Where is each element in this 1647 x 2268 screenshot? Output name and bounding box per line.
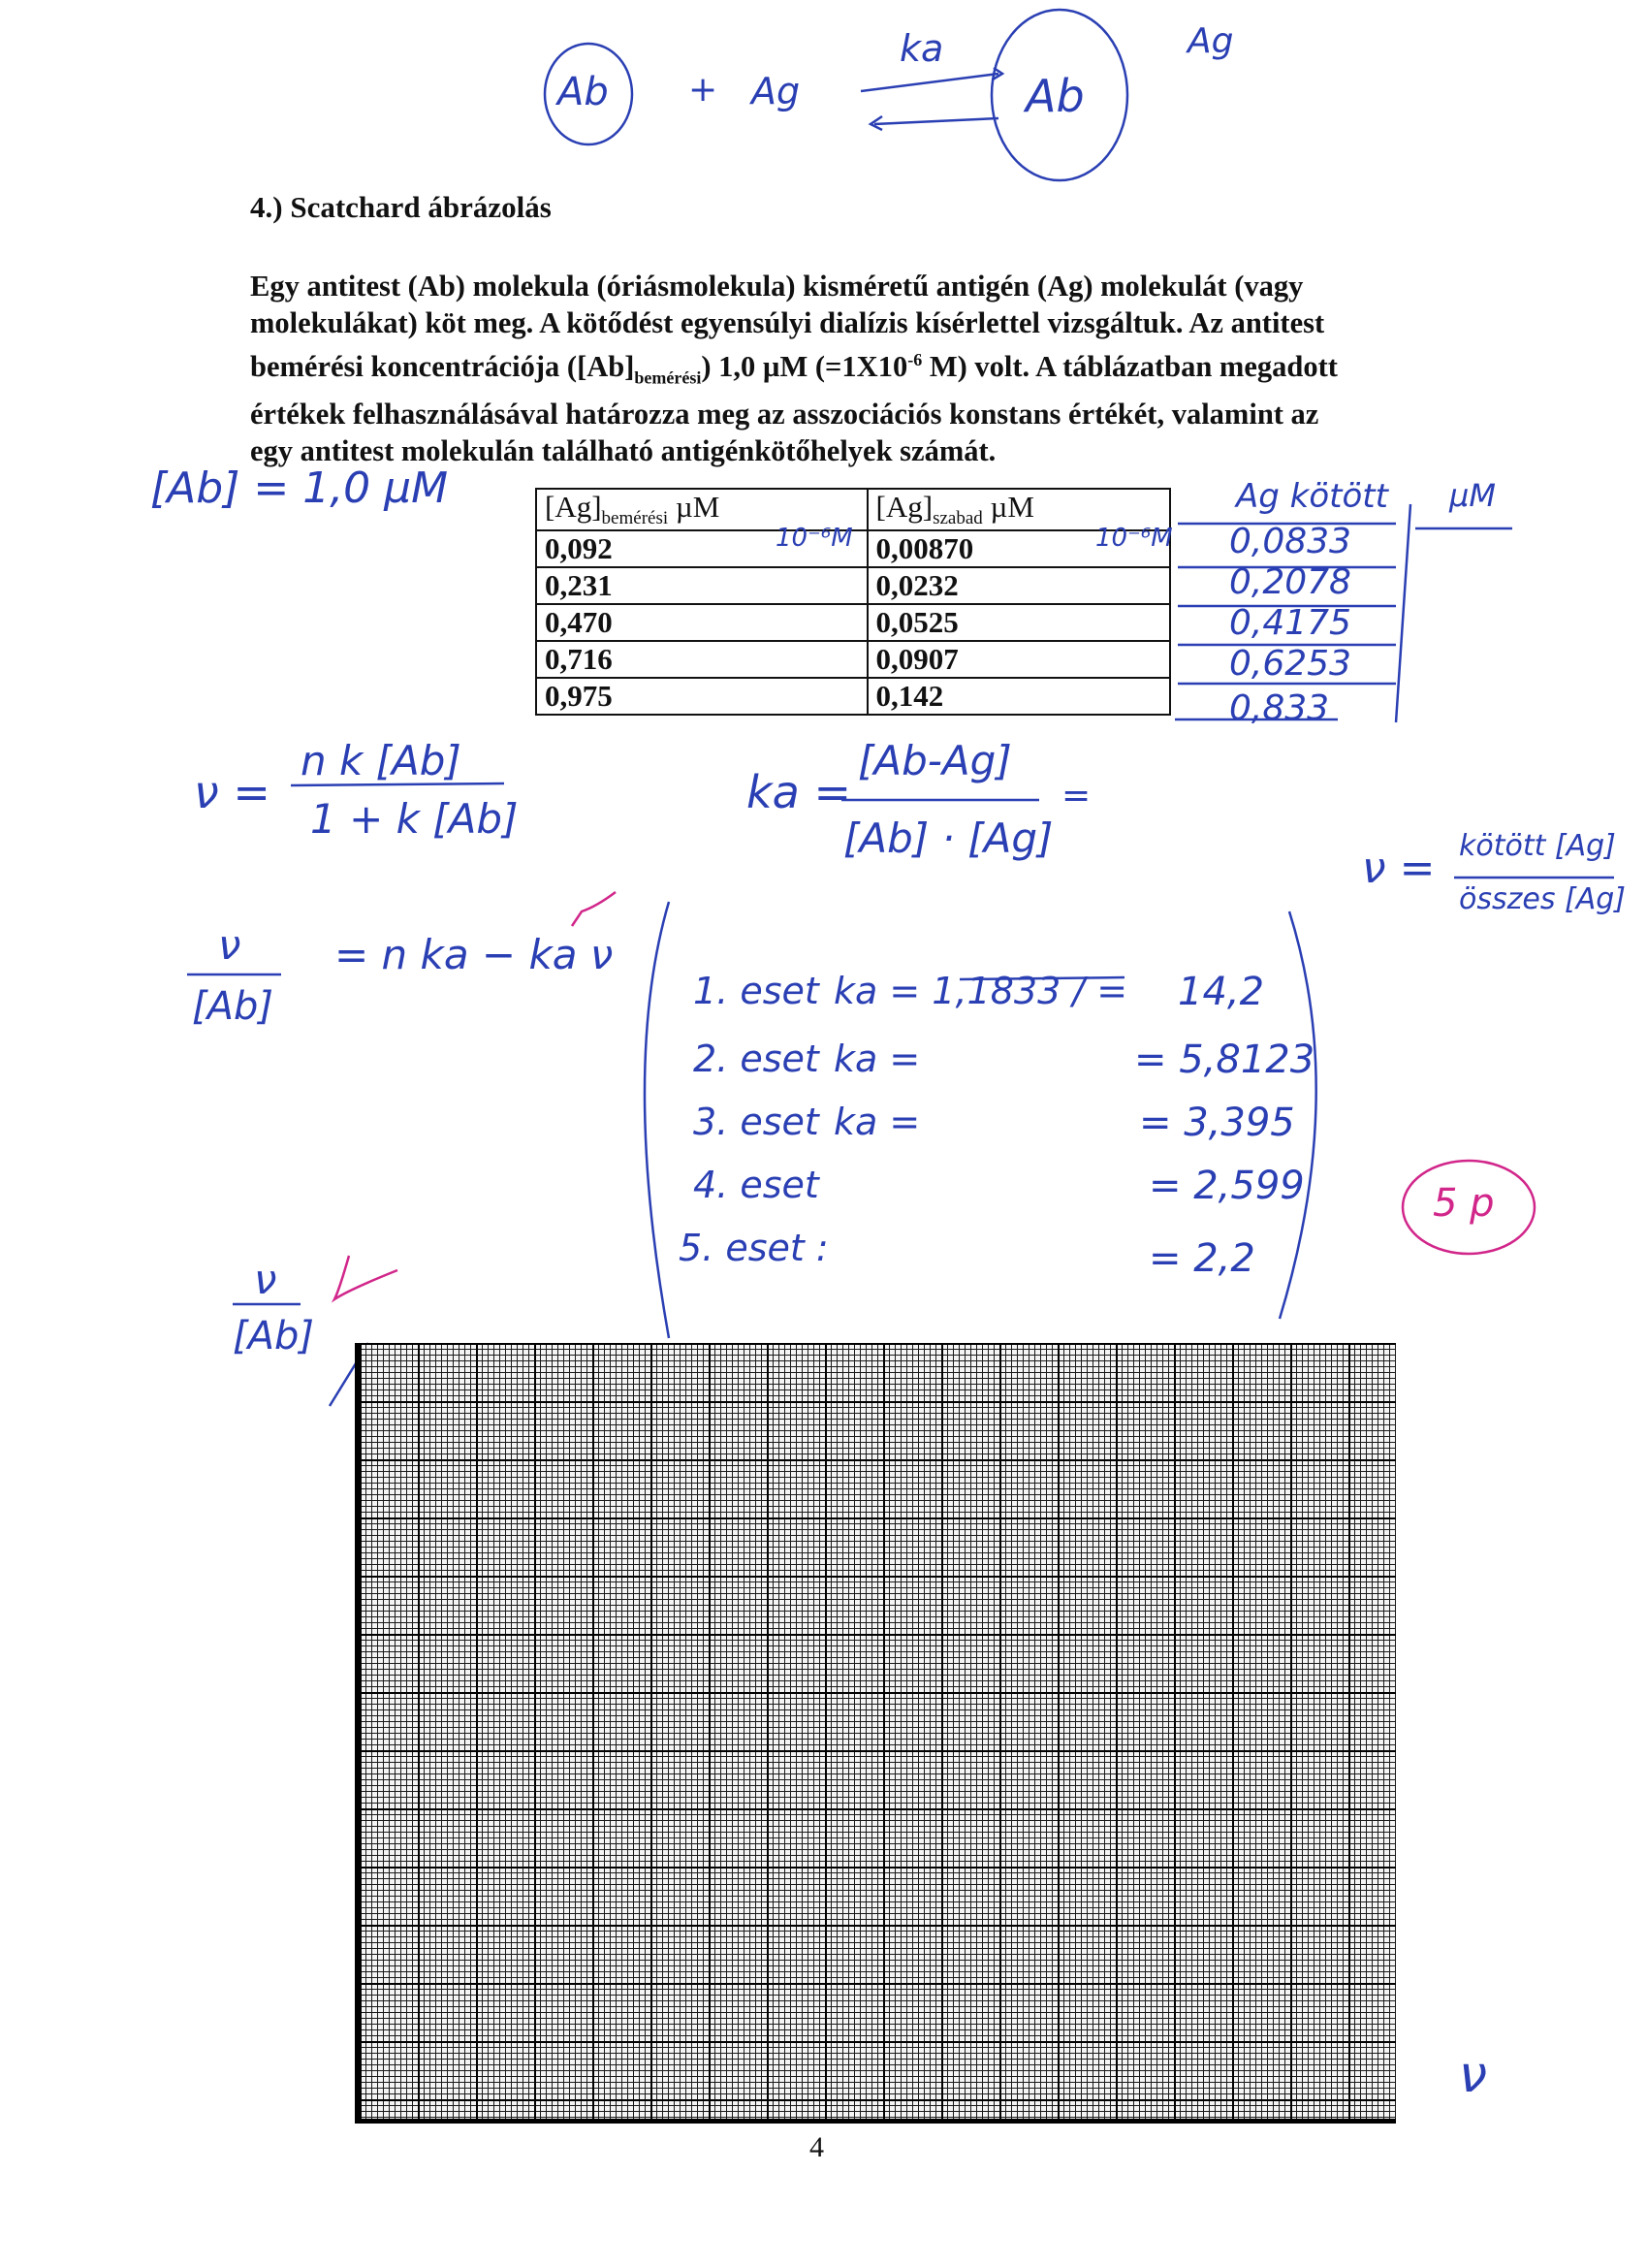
col2-unit-mark: 10⁻⁶M (1095, 524, 1173, 553)
table-cell: 0,975 (536, 678, 868, 715)
graph-paper[interactable] (355, 1343, 1396, 2124)
col-ag-bemeresi-header: $[Ag]_{bemérési}$ µM (536, 489, 868, 530)
equilibrium-arrows (861, 68, 1002, 130)
calc-value: = 2,2 (1149, 1236, 1255, 1281)
calc-label: 3. eset (693, 1101, 819, 1143)
col1-unit-mark: 10⁻⁶M (776, 524, 853, 553)
table-row (536, 567, 1170, 604)
bound-value: 0,833 (1229, 688, 1330, 728)
check-mark-2 (334, 1256, 397, 1299)
table-cell: 0,716 (536, 641, 868, 678)
calc-label: 4. eset (693, 1164, 819, 1206)
table-row (536, 641, 1170, 678)
problem-line-4: értékek felhasználásával határozza meg az asszociációs konstans értékét, valamint az (250, 398, 1319, 431)
check-mark-1 (572, 892, 616, 926)
reaction-complex-ab: Ab (1026, 70, 1085, 122)
problem-line-2: molekulákat) köt meg. A kötődést egyensúlyi dialízis kísérlettel vizsgáltuk. Az antitest (250, 306, 1325, 339)
bound-value: 0,2078 (1229, 562, 1351, 602)
table-cell: 0,00870 (868, 530, 1170, 567)
scatchard-denominator: [Ab] (192, 984, 273, 1029)
eq-nu-denominator: 1 + k [Ab] (310, 795, 519, 843)
table-header-row (536, 489, 1170, 530)
eq-right-numerator: kötött [Ag] (1459, 829, 1616, 863)
bound-value: 0,0833 (1229, 522, 1351, 561)
scatchard-numerator: ν (218, 921, 241, 969)
table-cell: 0,142 (868, 678, 1170, 715)
calc-value: 14,2 (1178, 970, 1265, 1014)
table-cell: 0,0525 (868, 604, 1170, 641)
eq-nu-numerator: n k [Ab] (301, 737, 461, 784)
reaction-ka: ka (900, 27, 944, 70)
eq-ka-denominator: [Ab] · [Ag] (843, 815, 1054, 862)
table-cell: 0,0907 (868, 641, 1170, 678)
table-row (536, 530, 1170, 567)
calc-label: 1. eset (693, 970, 819, 1012)
eq-ka-left: ka = (746, 766, 851, 818)
problem-line-1: Egy antitest (Ab) molekula (óriásmolekula) kisméretű antigén (Ag) molekulát (vagy (250, 270, 1304, 303)
scatchard-rhs: = n ka − ka ν (334, 931, 614, 978)
problem-title: 4.) Scatchard ábrázolás (250, 190, 552, 224)
calc-expr: ka = (834, 1101, 921, 1143)
table-cell: 0,231 (536, 567, 868, 604)
table-cell: 0,0232 (868, 567, 1170, 604)
axis-x-label: ν (1459, 2046, 1488, 2104)
calc-expr: ka = 1,1833 / = (834, 970, 1128, 1012)
calc-label: 2. eset (693, 1038, 819, 1080)
eq-ka-numerator: [Ab-Ag] (858, 737, 1012, 784)
problem-line-3: bemérési koncentrációja $([Ab]_{bemérési})$ 1,0 µM ($=1X10^{-6}$ M) volt. A táblázatban megadott (250, 350, 1338, 388)
axis-y-denominator: [Ab] (233, 1314, 314, 1358)
problem-line-5: egy antitest molekulán található antigénkötőhelyek számát. (250, 434, 997, 468)
page-number: 4 (809, 2131, 824, 2163)
bound-value: 0,4175 (1229, 603, 1351, 643)
eq-nu-left: ν = (194, 766, 270, 818)
col-ag-szabad-header: $[Ag]_{szabad}$ µM (868, 489, 1170, 530)
reaction-ab: Ab (557, 70, 609, 114)
eq-right-left: ν = (1362, 844, 1436, 893)
eq-right-denominator: összes [Ag] (1459, 882, 1626, 916)
problem-text (250, 268, 1452, 469)
bound-header: Ag kötött (1236, 477, 1388, 516)
table-row (536, 678, 1170, 715)
data-table (535, 488, 1171, 716)
ab-concentration-note: [Ab] = 1,0 µM (150, 463, 449, 513)
calc-value: = 5,8123 (1134, 1038, 1315, 1082)
calc-value: = 2,599 (1149, 1164, 1305, 1208)
reaction-complex-ag: Ag (1188, 21, 1234, 61)
eq-ka-equals: = (1061, 776, 1092, 815)
calc-value: = 3,395 (1139, 1101, 1295, 1145)
calc-label: 5. eset : (679, 1227, 829, 1269)
table-cell: 0,092 (536, 530, 868, 567)
bound-unit: µM (1449, 477, 1496, 514)
grade-mark: 5 p (1433, 1181, 1495, 1226)
reaction-ag: Ag (751, 70, 801, 112)
calc-expr: ka = (834, 1038, 921, 1080)
axis-y-numerator: ν (254, 1256, 277, 1303)
bound-value: 0,6253 (1229, 644, 1351, 684)
reaction-plus: + (688, 70, 718, 110)
table-row (536, 604, 1170, 641)
table-cell: 0,470 (536, 604, 868, 641)
